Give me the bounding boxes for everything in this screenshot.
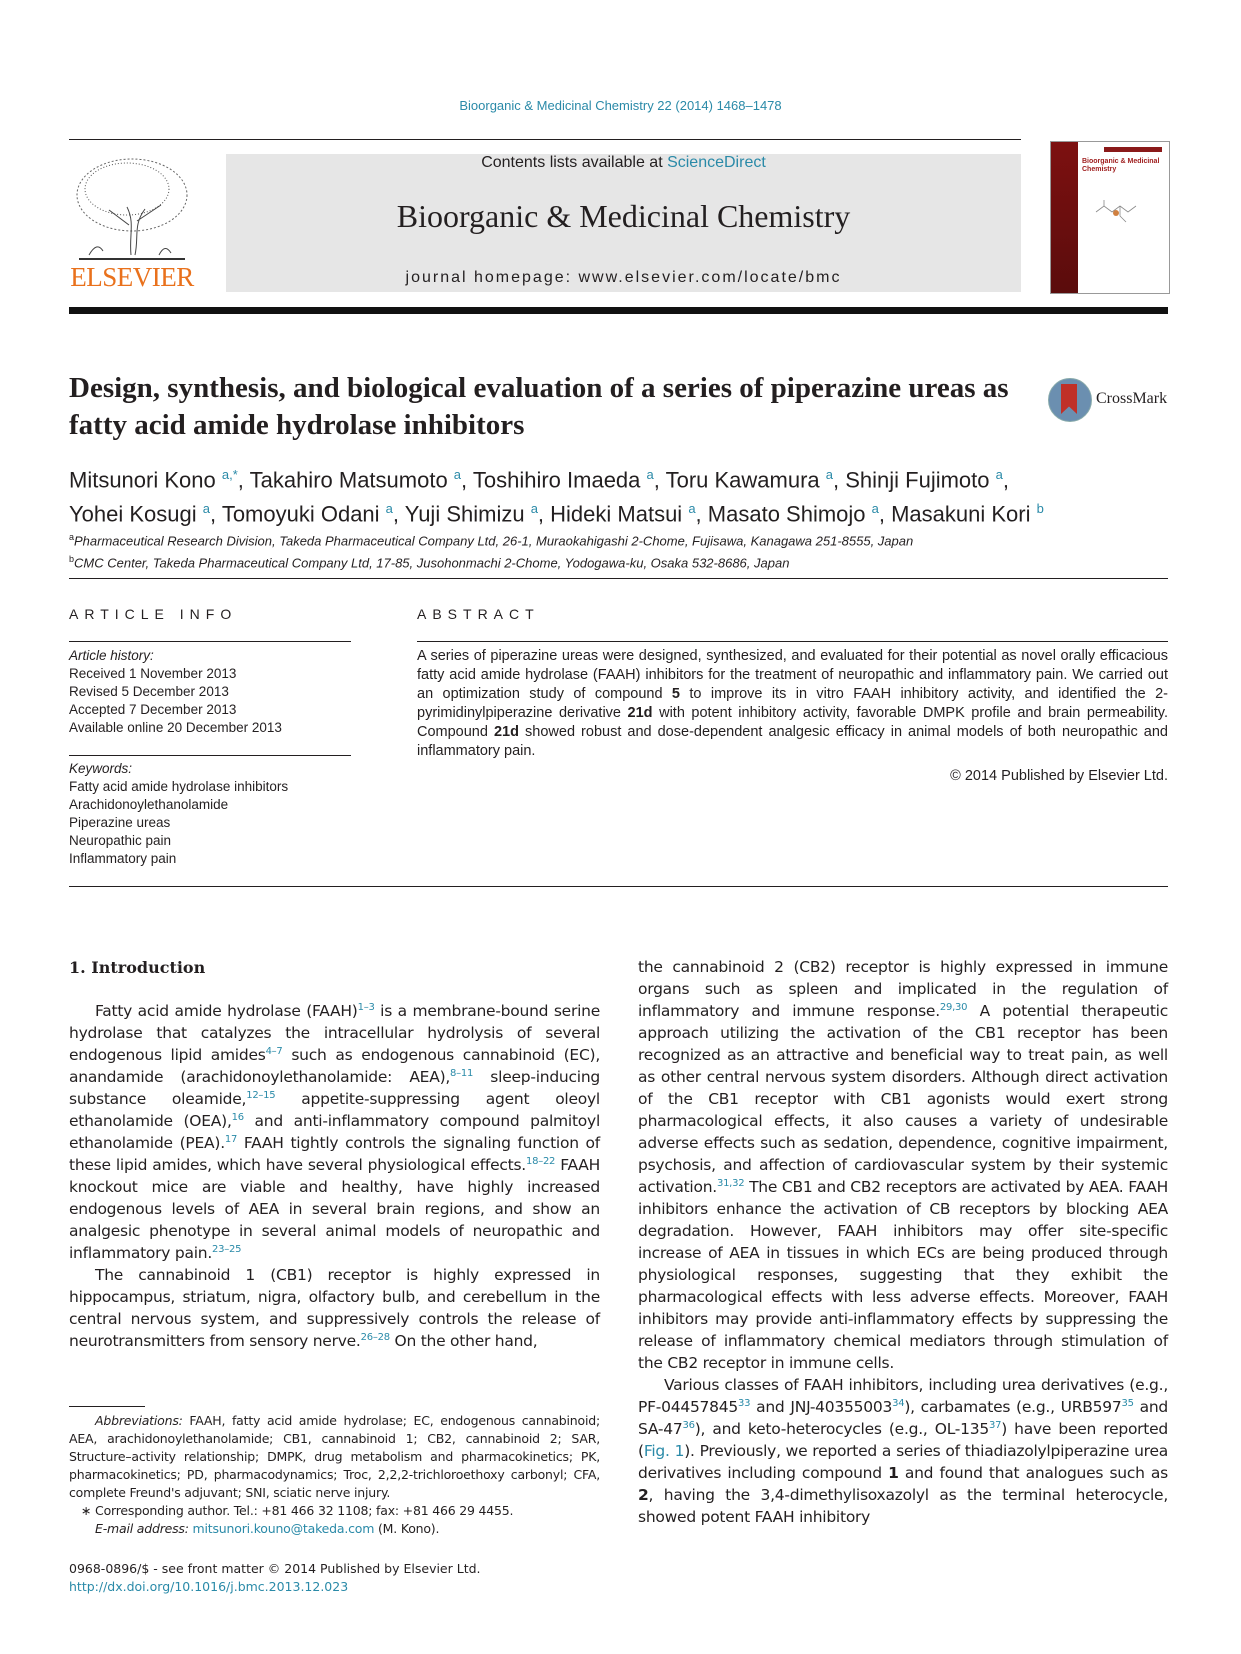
affiliation-text: Pharmaceutical Research Division, Takeda Pharmaceutical Company Ltd, 26-1, Muraokahigashi 2-Chome, Fujisawa, Kanagawa 251-8555, Japan (74, 533, 914, 549)
author-name: Takahiro Matsumoto (249, 467, 454, 493)
keywords-label: Keywords: (69, 761, 133, 776)
email-suffix: (M. Kono). (374, 1521, 440, 1536)
issn-line: 0968-0896/$ - see front matter © 2014 Published by Elsevier Ltd. (69, 1561, 481, 1576)
affiliation-key: a (69, 532, 75, 542)
copyright-notice: © 2014 Published by Elsevier Ltd. (950, 768, 1168, 784)
citation-link[interactable]: 18–22 (525, 1155, 556, 1167)
history-label: Article history: (69, 648, 154, 663)
author-name: Mitsunori Kono (69, 467, 222, 493)
body-column-right (638, 956, 1168, 1528)
paragraph: Fatty acid amide hydrolase (FAAH)$^{1-3}$ is a membrane-bound serine hydrolase that catalyzes the intracellular hydrolysis of several endogenous lipid amides$^{4-7}$ such as endogenous cannabinoid (EC), anandamide (arachidonoylethanolamide: AEA),$^{8-11}$ sleep-inducing substance oleamide,$^{12-15}$ appetite-suppressing agent oleoyl ethanolamide (OEA),$^{16}$ and anti-inflammatory compound palmitoyl ethanolamide (PEA).$^{17}$ FAAH tightly controls the signaling function of these lipid amides, which have several physiological effects.$^{18-22}$ FAAH knockout mice are viable and healthy, have highly increased endogenous levels of AEA in several brain regions, and show an analgesic phenotype in several animal models of neuropathic and inflammatory pain.$^{23-25}$ (69, 1001, 600, 1262)
citation-link[interactable]: 36 (682, 1419, 695, 1431)
compound-label: 2 (638, 1486, 649, 1504)
compound-label: 21d (493, 724, 519, 740)
issn-info (69, 1560, 600, 1596)
author-affiliation-link[interactable]: a (385, 501, 393, 517)
citation-link[interactable]: 29,30 (939, 1001, 968, 1013)
abbreviations-label: Abbreviations: (95, 1413, 183, 1428)
footnote-divider (69, 1406, 145, 1407)
section-heading: 1. Introduction (69, 958, 206, 977)
article-title: Design, synthesis, and biological evaluation of a series of piperazine ureas as fatty acid amide hydrolase inhibitors (69, 372, 1009, 441)
header-divider (69, 307, 1168, 314)
abstract-fragment: to improve its in vitro FAAH inhibitory activity, and identified the 2-pyrimidinylpiperazine derivative (417, 686, 1168, 721)
author-name: Tomoyuki Odani (221, 501, 386, 527)
author-name: Yuji Shimizu (404, 501, 531, 527)
doi-link[interactable]: http://dx.doi.org/10.1016/j.bmc.2013.12.023 (69, 1579, 349, 1594)
citation-link[interactable]: 34 (892, 1397, 905, 1409)
sciencedirect-link[interactable]: ScienceDirect (667, 154, 766, 171)
affiliation-a (69, 528, 1168, 550)
keyword-item: Neuropathic pain (69, 833, 172, 848)
footnotes (69, 1412, 600, 1538)
author-affiliation-link[interactable]: a,* (221, 467, 238, 482)
citation-link[interactable]: 4–7 (265, 1045, 283, 1057)
divider (69, 641, 351, 642)
journal-cover-thumbnail[interactable] (1050, 141, 1170, 294)
keyword-item: Fatty acid amide hydrolase inhibitors (69, 779, 289, 794)
divider (69, 755, 351, 756)
author-affiliation-link[interactable]: a (871, 501, 879, 517)
abbreviations-text: FAAH, fatty acid amide hydrolase; EC, endogenous cannabinoid; AEA, arachidonoylethanolamide; CB1, cannabinoid 1; CB2, cannabinoid 2; SAR, Structure–activity relationship; DMPK, drug metabolism and pharmacokinetics; PK, pharmacokinetics; PD, pharmacodynamics; Troc, 2,2,2-trichloroethoxy carbonyl; CFA, complete Freund's adjuvant; SNI, sciatic nerve injury. (69, 1413, 600, 1500)
history-item: Received 1 November 2013 (69, 666, 237, 681)
cover-title: Bioorganic & Medicinal Chemistry (1082, 158, 1160, 173)
keyword-item: Arachidonoylethanolamide (69, 797, 229, 812)
affiliations (69, 528, 1168, 573)
molecule-illustration-icon (1091, 197, 1151, 227)
article-history (69, 647, 351, 737)
author-name: Toru Kawamura (665, 467, 826, 493)
compound-label: 5 (671, 686, 680, 702)
author-affiliation-link[interactable]: a (202, 501, 210, 517)
citation-link[interactable]: 8–11 (450, 1067, 474, 1079)
author-name: Hideki Matsui (550, 501, 689, 527)
citation-link[interactable]: 35 (1121, 1397, 1134, 1409)
author-name: Toshihiro Imaeda (472, 467, 647, 493)
author-name: Masato Shimojo (707, 501, 872, 527)
citation-link[interactable]: 26–28 (360, 1331, 390, 1343)
citation-link[interactable]: 16 (231, 1111, 244, 1123)
journal-homepage[interactable]: journal homepage: www.elsevier.com/locate/bmc (405, 269, 842, 286)
affiliation-text: CMC Center, Takeda Pharmaceutical Company Ltd, 17-85, Jusohonmachi 2-Chome, Yodogawa-ku, Osaka 532-8686, Japan (74, 555, 790, 571)
abstract-fragment: A series of piperazine ureas were designed, synthesized, and evaluated for their potential as novel orally efficacious fatty acid amide hydrolase (FAAH) inhibitors for the treatment of neuropathic and inflammatory pain. We carried out an optimization study of compound (417, 648, 1168, 702)
citation-link[interactable]: 1–3 (357, 1001, 375, 1013)
journal-masthead (226, 154, 1021, 292)
cover-topbar (1104, 147, 1162, 152)
email-link[interactable]: mitsunori.kouno@takeda.com (192, 1521, 375, 1536)
citation-link[interactable]: 12–15 (246, 1089, 276, 1101)
paragraph: The cannabinoid 1 (CB1) receptor is highly expressed in hippocampus, striatum, nigra, olfactory bulb, and cerebellum in the central nervous system, and suppressively controls the release of neurotransmitters from sensory nerve.$^{26-28}$ On the other hand, (69, 1266, 600, 1350)
compound-label: 1 (888, 1464, 899, 1482)
crossmark-button[interactable] (1048, 378, 1178, 422)
abstract-text (417, 647, 1168, 761)
crossmark-label: CrossMark (1096, 390, 1168, 407)
article-info-heading: ARTICLE INFO (69, 606, 238, 622)
affiliation-key: b (69, 554, 75, 565)
email-footnote (69, 1520, 600, 1538)
citation-link[interactable]: 33 (738, 1397, 751, 1409)
divider (69, 886, 1168, 887)
author-affiliation-link[interactable]: a (995, 467, 1003, 482)
author-list: Mitsunori Kono $^{a,*}$, Takahiro Matsumoto $^a$, Toshihiro Imaeda $^a$, Toru Kawamura $^a$, Shinji Fujimoto $^a$, Yohei Kosugi $^a$, Tomoyuki Odani $^a$, Yuji Shimizu $^a$, Hideki Matsui $^a$, Masato Shimojo $^a$, Masakuni Kori $^b$ (69, 467, 1044, 527)
author-affiliation-link[interactable]: b (1036, 501, 1044, 517)
body-column-left (69, 1000, 600, 1352)
divider (417, 641, 1168, 642)
history-item: Revised 5 December 2013 (69, 684, 229, 699)
contents-prefix: Contents lists available at (481, 154, 668, 171)
history-item: Available online 20 December 2013 (69, 720, 282, 735)
author-affiliation-link[interactable]: a (453, 467, 462, 482)
author-name: Shinji Fujimoto (845, 467, 996, 493)
corresponding-author: ∗ Corresponding author. Tel.: +81 466 32 1108; fax: +81 466 29 4455. (81, 1503, 514, 1518)
affiliation-b (69, 550, 1168, 572)
divider (69, 578, 1168, 579)
author-affiliation-link[interactable]: a (530, 501, 538, 517)
author-affiliation-link[interactable]: a (688, 501, 696, 517)
contents-line (226, 154, 1021, 172)
abstract-fragment: showed robust and dose-dependent analgesic efficacy in animal models of both neuropathic and inflammatory pain. (417, 724, 1169, 759)
email-label: E-mail address: (95, 1521, 189, 1536)
abbreviations-footnote (69, 1412, 600, 1502)
figure-link[interactable]: Fig. 1 (643, 1442, 685, 1460)
paragraph: Various classes of FAAH inhibitors, including urea derivatives (e.g., PF-04457845$^{33}$ and JNJ-40355003$^{34}$), carbamates (e.g., $URB597^{35}$ and $SA-47^{36}$), and keto-heterocycles (e.g., $OL-135^{37}$) have been reported (Fig. 1). Previously, we reported a series of thiadiazolylpiperazine urea derivatives including compound 1 and found that analogues such as 2, having the 3,4-dimethylisoxazolyl as the terminal heterocycle, showed potent FAAH inhibitory (638, 1376, 1169, 1526)
keyword-item: Inflammatory pain (69, 851, 177, 866)
citation-link[interactable]: 37 (988, 1419, 1002, 1431)
author-affiliation-link[interactable]: a (825, 467, 833, 482)
elsevier-logo[interactable] (69, 155, 195, 293)
citation-link[interactable]: 17 (224, 1133, 238, 1145)
journal-title: Bioorganic & Medicinal Chemistry (396, 198, 851, 234)
divider (69, 139, 1021, 140)
keywords (69, 760, 351, 868)
author-name: Yohei Kosugi (69, 501, 203, 527)
elsevier-tree-icon (69, 155, 195, 265)
citation-link[interactable]: 23–25 (212, 1243, 242, 1255)
author-affiliation-link[interactable]: a (646, 467, 654, 482)
author-name: Masakuni Kori (891, 501, 1037, 527)
citation-link[interactable]: 31,32 (716, 1177, 745, 1189)
history-item: Accepted 7 December 2013 (69, 702, 237, 717)
cover-band (1051, 142, 1078, 293)
abstract-fragment: with potent inhibitory activity, favorable DMPK profile and brain permeability. Compound (417, 705, 1168, 740)
elsevier-wordmark: ELSEVIER (70, 262, 194, 292)
keyword-item: Piperazine ureas (69, 815, 171, 830)
compound-label: 21d (627, 705, 653, 721)
abstract-heading: ABSTRACT (417, 606, 540, 622)
journal-reference-link[interactable]: Bioorganic & Medicinal Chemistry 22 (2014) 1468–1478 (459, 98, 782, 113)
paragraph: the cannabinoid 2 (CB2) receptor is highly expressed in immune organs such as spleen and implicated in the regulation of inflammatory and immune response.$^{29,30}$ A potential therapeutic approach utilizing the activation of the CB1 receptor has been recognized as an attractive and beneficial way to treat pain, as well as other central nervous system disorders. Although direct activation of the CB1 receptor with CB1 agonists would exert strong pharmacological effects, it also causes a variety of undesirable adverse effects such as sedation, dependence, cognitive impairment, psychosis, and affection of cardiovascular system by their systemic activation.$^{31,32}$ The CB1 and CB2 receptors are activated by AEA. FAAH inhibitors enhance the activation of CB receptors by blocking AEA degradation. However, FAAH inhibitors may offer site-specific increase of AEA in tissues in which ECs are being produced through physiological responses, suggesting that they exhibit the pharmacological effects with less adverse effects. Moreover, FAAH inhibitors may provide anti-inflammatory effects by suppressing the release of inflammatory chemical mediators through stimulation of the CB2 receptor in immune cells. (638, 958, 1169, 1372)
